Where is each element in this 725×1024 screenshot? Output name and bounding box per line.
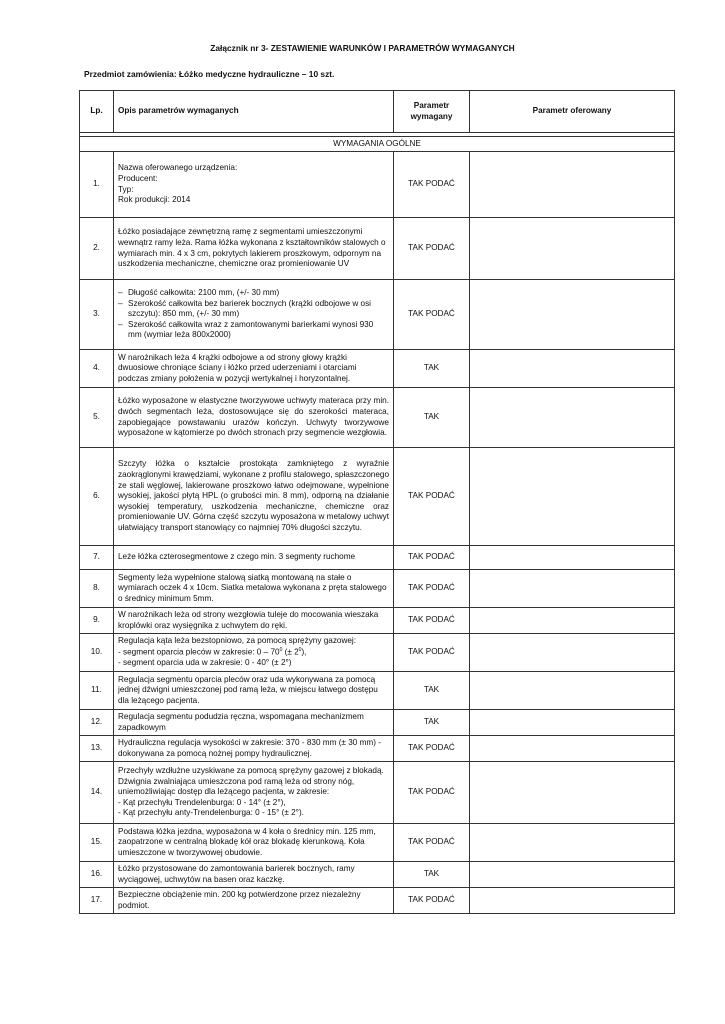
- row-number: 10.: [80, 634, 114, 672]
- row-required: TAK: [394, 862, 470, 888]
- table-row: [80, 448, 675, 546]
- row-number: 7.: [80, 546, 114, 570]
- row-number: 3.: [80, 280, 114, 350]
- row-description: Łóżko przystosowane do zamontowania barierek bocznych, ramy wyciągowej, uchwytów na basen oraz kaczkę.: [114, 862, 394, 888]
- desc-line: - segment oparcia pleców w zakresie: $0 - 70^0$ (± $2^0$),: [118, 646, 307, 657]
- row-description: Łóżko wyposażone w elastyczne tworzywowe uchwyty materaca przy min. dwóch segmentach leża, dostosowujące się do szerokości materaca, zapobiegające powstawaniu urazów kończyn. Uchwyty tworzywowe wyposażone w kątomierze po dwóch stronach przy segmencie wezgłowia.: [114, 388, 394, 448]
- desc-line: Regulacja kąta leża bezstopniowo, za pomocą sprężyny gazowej:: [118, 636, 357, 646]
- desc-line: - Kąt przechyłu anty-Trendelenburga: 0 - 15° (± 2°).: [118, 808, 304, 818]
- table-row: [80, 280, 675, 350]
- row-offered-cell[interactable]: [470, 736, 675, 762]
- order-subject: Przedmiot zamówienia: Łóżko medyczne hydrauliczne – 10 szt.: [84, 69, 335, 79]
- row-required: TAK PODAĆ: [394, 448, 470, 546]
- row-required: TAK: [394, 672, 470, 710]
- row-description: Regulacja segmentu oparcia pleców oraz uda wykonywana za pomocą jednej dźwigni umieszczonej pod ramą leża, w miejscu łatwego dostępu dla leżącego pacjenta.: [114, 672, 394, 710]
- row-description: Hydrauliczna regulacja wysokości w zakresie: 370 - 830 mm (± 30 mm) - dokonywana za pomocą nożnej pompy hydraulicznej.: [114, 736, 394, 762]
- table-row: [80, 824, 675, 862]
- row-offered-cell[interactable]: [470, 546, 675, 570]
- bullet-item: – Długość całkowita: 2100 mm, (+/- 30 mm): [118, 288, 389, 299]
- row-offered-cell[interactable]: [470, 280, 675, 350]
- row-number: 13.: [80, 736, 114, 762]
- row-description: [114, 634, 394, 672]
- row-number: 15.: [80, 824, 114, 862]
- row-number: 2.: [80, 218, 114, 280]
- table-row: [80, 608, 675, 634]
- row-required: TAK PODAĆ: [394, 546, 470, 570]
- bullet-list: [118, 288, 389, 341]
- row-required: TAK PODAĆ: [394, 824, 470, 862]
- table-row: [80, 218, 675, 280]
- table-row: [80, 350, 675, 388]
- row-description: Leże łóżka czterosegmentowe z czego min. 3 segmenty ruchome: [114, 546, 394, 570]
- desc-line: - segment oparcia uda w zakresie: 0 - 40° (± 2°): [118, 658, 292, 668]
- row-description: Bezpieczne obciążenie min. 200 kg potwierdzone przez niezależny podmiot.: [114, 888, 394, 914]
- bullet-item: – Szerokość całkowita wraz z zamontowanymi barierkami wynosi 930 mm (wymiar leża 800x2000): [118, 320, 389, 341]
- row-required: TAK PODAĆ: [394, 608, 470, 634]
- row-description: Regulacja segmentu podudzia ręczna, wspomagana mechanizmem zapadkowym: [114, 710, 394, 736]
- document-title: Załącznik nr 3- ZESTAWIENIE WARUNKÓW I PARAMETRÓW WYMAGANYCH: [210, 43, 515, 53]
- table-row: [80, 736, 675, 762]
- row-offered-cell[interactable]: [470, 448, 675, 546]
- table-row: [80, 762, 675, 824]
- row-description: Szczyty łóżka o kształcie prostokąta zamkniętego z wyraźnie zaokrąglonymi krawędziami, wykonane z profilu stalowego, spłaszczonego ze stali węglowej, lakierowane proszkowo łatwo odejmowane, wypełnione wysokiej, jakości płytą HPL (o grubości min. 8 mm), odporną na działanie wysokiej temperatury, uszkodzenia mechaniczne, chemiczne oraz promieniowanie UV. Górna część szczytu wyposażona w metalowy uchwyt ułatwiający transport stanowiący co najmniej 70% długości szczytu.: [114, 448, 394, 546]
- table-row: [80, 672, 675, 710]
- row-number: 11.: [80, 672, 114, 710]
- row-description: [114, 762, 394, 824]
- row-offered-cell[interactable]: [470, 888, 675, 914]
- table-row: [80, 862, 675, 888]
- row-required: TAK PODAĆ: [394, 736, 470, 762]
- row-number: 4.: [80, 350, 114, 388]
- bullet-item: – Szerokość całkowita bez barierek bocznych (krążki odbojowe w osi szczytu): 850 mm, (+/- 30 mm): [118, 299, 389, 320]
- row-offered-cell[interactable]: [470, 152, 675, 218]
- row-offered-cell[interactable]: [470, 824, 675, 862]
- table-row: [80, 570, 675, 608]
- row-offered-cell[interactable]: [470, 218, 675, 280]
- row-offered-cell[interactable]: [470, 762, 675, 824]
- row-required: TAK PODAĆ: [394, 762, 470, 824]
- desc-line: Rok produkcji: 2014: [118, 195, 191, 205]
- row-description: W narożnikach leża od strony wezgłowia tuleje do mocowania wieszaka kroplówki oraz wysięgnika z uchwytem do ręki.: [114, 608, 394, 634]
- row-offered-cell[interactable]: [470, 634, 675, 672]
- section-row: [80, 137, 675, 152]
- parameters-table: [79, 90, 675, 914]
- row-offered-cell[interactable]: [470, 608, 675, 634]
- table-row: [80, 634, 675, 672]
- row-description: Podstawa łóżka jezdna, wyposażona w 4 koła o średnicy min. 125 mm, zaopatrzone w centralną blokadę kół oraz blokadę kierunkową. Koła umieszczone w tworzywowej obudowie.: [114, 824, 394, 862]
- desc-line: Typ:: [118, 184, 134, 194]
- table-header-row: [80, 91, 675, 133]
- row-required: TAK: [394, 388, 470, 448]
- desc-line: Producent:: [118, 173, 158, 183]
- row-description: Segmenty leża wypełnione stalową siatką montowaną na stałe o wymiarach oczek 4 x 10cm. Siatka metalowa wykonana z pręta stalowego o średnicy minimum 5mm.: [114, 570, 394, 608]
- section-title: WYMAGANIA OGÓLNE: [80, 137, 675, 152]
- row-description: [114, 280, 394, 350]
- row-description: [114, 152, 394, 218]
- header-required: Parametr wymagany: [394, 91, 470, 133]
- table-row: [80, 710, 675, 736]
- row-number: 8.: [80, 570, 114, 608]
- row-required: TAK PODAĆ: [394, 570, 470, 608]
- row-number: 16.: [80, 862, 114, 888]
- row-required: TAK: [394, 710, 470, 736]
- desc-line: Nazwa oferowanego urządzenia:: [118, 163, 238, 173]
- row-number: 5.: [80, 388, 114, 448]
- row-number: 6.: [80, 448, 114, 546]
- row-offered-cell[interactable]: [470, 570, 675, 608]
- row-number: 14.: [80, 762, 114, 824]
- row-number: 1.: [80, 152, 114, 218]
- table-row: [80, 388, 675, 448]
- row-offered-cell[interactable]: [470, 388, 675, 448]
- row-description: Łóżko posiadające zewnętrzną ramę z segmentami umieszczonymi wewnątrz ramy leża. Rama łóżka wykonana z kształtowników stalowych o wymiarach min. 4 x 3 cm, pokrytych lakierem proszkowym, odpornym na uszkodzenia mechaniczne, chemiczne oraz promieniowanie UV: [114, 218, 394, 280]
- row-description: W narożnikach leża 4 krążki odbojowe a od strony głowy krążki dwuosiowe chroniące ściany i łóżko przed uderzeniami i otarciami podczas zmiany położenia w pozycji wertykalnej i horyzontalnej.: [114, 350, 394, 388]
- row-required: TAK PODAĆ: [394, 280, 470, 350]
- table-row: [80, 546, 675, 570]
- row-offered-cell[interactable]: [470, 672, 675, 710]
- table-row: [80, 152, 675, 218]
- desc-line: - Kąt przechyłu Trendelenburga: 0 - 14° (± 2°),: [118, 797, 286, 807]
- desc-line: Przechyły wzdłużne uzyskiwane za pomocą sprężyny gazowej z blokadą. Dźwignia zwalniająca umieszczona pod ramą leża od strony nóg, uniemożliwiając dostęp dla leżącego pacjenta, w zakresie:: [118, 765, 384, 797]
- row-required: TAK: [394, 350, 470, 388]
- row-required: TAK PODAĆ: [394, 152, 470, 218]
- row-offered-cell[interactable]: [470, 350, 675, 388]
- row-required: TAK PODAĆ: [394, 218, 470, 280]
- header-offered: Parametr oferowany: [470, 91, 675, 133]
- row-required: TAK PODAĆ: [394, 634, 470, 672]
- row-number: 12.: [80, 710, 114, 736]
- row-number: 17.: [80, 888, 114, 914]
- row-offered-cell[interactable]: [470, 710, 675, 736]
- header-description: Opis parametrów wymaganych: [114, 91, 394, 133]
- table-row: [80, 888, 675, 914]
- row-required: TAK PODAĆ: [394, 888, 470, 914]
- header-lp: Lp.: [80, 91, 114, 133]
- row-offered-cell[interactable]: [470, 862, 675, 888]
- row-number: 9.: [80, 608, 114, 634]
